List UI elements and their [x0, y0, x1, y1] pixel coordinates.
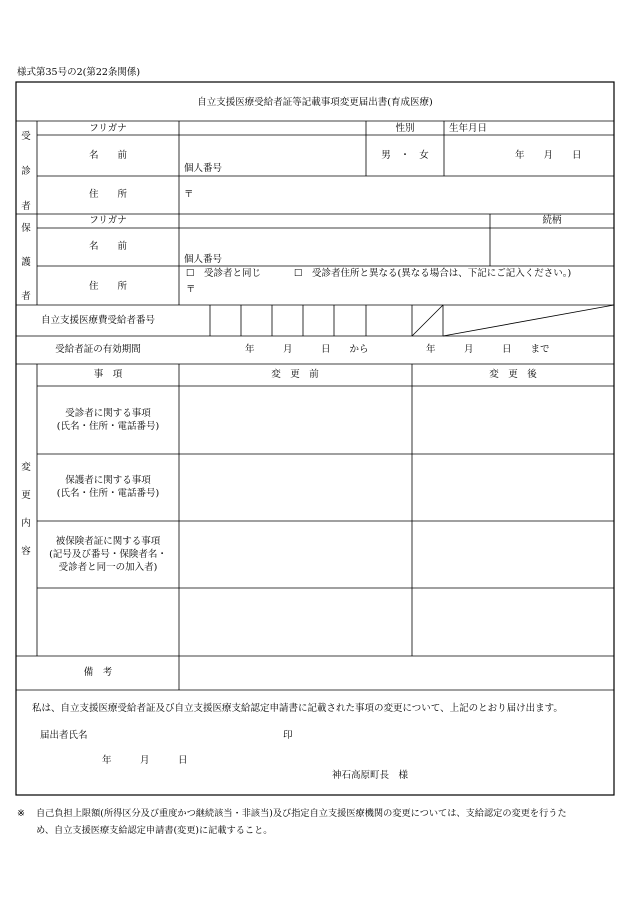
changes-col-after: 変 更 後	[489, 369, 537, 380]
changes-col-before: 変 更 前	[271, 369, 319, 380]
changes-section-char-4: 容	[21, 546, 31, 557]
form-number: 様式第35号の2(第22条関係)	[17, 67, 141, 78]
patient-sex-label: 性別	[395, 123, 415, 134]
validity-label: 受給者証の有効期間	[55, 344, 141, 355]
patient-dob-label: 生年月日	[449, 123, 488, 134]
patient-section-char-3: 者	[21, 201, 31, 212]
changes-section-char-3: 内	[21, 518, 31, 529]
form-title: 自立支援医療受給者証等記載事項変更届出書(育成医療)	[197, 97, 433, 108]
seal-mark: 印	[283, 730, 293, 741]
validity-to[interactable]: 年 月 日 まで	[426, 344, 550, 355]
note-line-2: め、自立支援医療支給認定申請書(変更)に記載すること。	[36, 825, 273, 836]
note-mark: ※	[17, 808, 25, 819]
submission-date[interactable]: 年 月 日	[102, 755, 188, 766]
patient-name-label: 名 前	[88, 150, 128, 161]
remarks-label: 備 考	[83, 667, 113, 678]
patient-dob-value[interactable]: 年 月 日	[515, 150, 582, 161]
patient-address-label: 住 所	[88, 189, 128, 200]
patient-postal-mark[interactable]: 〒	[184, 189, 194, 200]
guardian-name-label: 名 前	[88, 241, 128, 252]
changes-col-item: 事 項	[93, 369, 123, 380]
note-line-1: 自己負担上限額(所得区分及び重度かつ継続該当・非該当)及び指定自立支援医療機関の変更については、支給認定の変更を行うた	[36, 808, 567, 819]
patient-furigana-label: フリガナ	[89, 123, 127, 134]
guardian-section-char-1: 保	[21, 223, 31, 234]
guardian-section-char-3: 者	[21, 291, 31, 302]
guardian-address-label: 住 所	[88, 281, 128, 292]
guardian-personal-number-label: 個人番号	[184, 254, 223, 265]
guardian-same-option[interactable]: ☐ 受診者と同じ	[186, 268, 262, 279]
declaration-text: 私は、自立支援医療受給者証及び自立支援医療支給認定申請書に記載された事項の変更について、上記のとおり届け出ます。	[32, 703, 563, 714]
validity-from[interactable]: 年 月 日 から	[245, 344, 369, 355]
guardian-different-option[interactable]: ☐ 受診者住所と異なる(異なる場合は、下記にご記入ください。)	[294, 268, 572, 279]
patient-sex-value[interactable]: 男 ・ 女	[381, 150, 429, 161]
guardian-furigana-label: フリガナ	[89, 215, 127, 226]
changes-section-char-1: 変	[21, 462, 31, 473]
change-row-guardian-label: 保護者に関する事項 (氏名・住所・電話番号)	[56, 475, 160, 499]
patient-section-char-1: 受	[21, 131, 31, 142]
patient-personal-number-label: 個人番号	[184, 163, 223, 174]
change-row-insurance-label: 被保険者証に関する事項 (記号及び番号・保険者名・ 受診者と同一の加入者)	[49, 536, 167, 573]
recipient-number-label: 自立支援医療費受給者番号	[40, 315, 156, 326]
guardian-postal-mark[interactable]: 〒	[186, 284, 196, 295]
patient-section-char-2: 診	[21, 166, 31, 177]
guardian-relation-label: 続柄	[542, 215, 562, 226]
applicant-label: 届出者氏名	[40, 730, 88, 741]
addressee: 神石高原町長 様	[332, 770, 409, 781]
guardian-section-char-2: 護	[21, 257, 31, 268]
change-row-patient-label: 受診者に関する事項 (氏名・住所・電話番号)	[56, 408, 160, 432]
changes-section-char-2: 更	[21, 490, 31, 501]
